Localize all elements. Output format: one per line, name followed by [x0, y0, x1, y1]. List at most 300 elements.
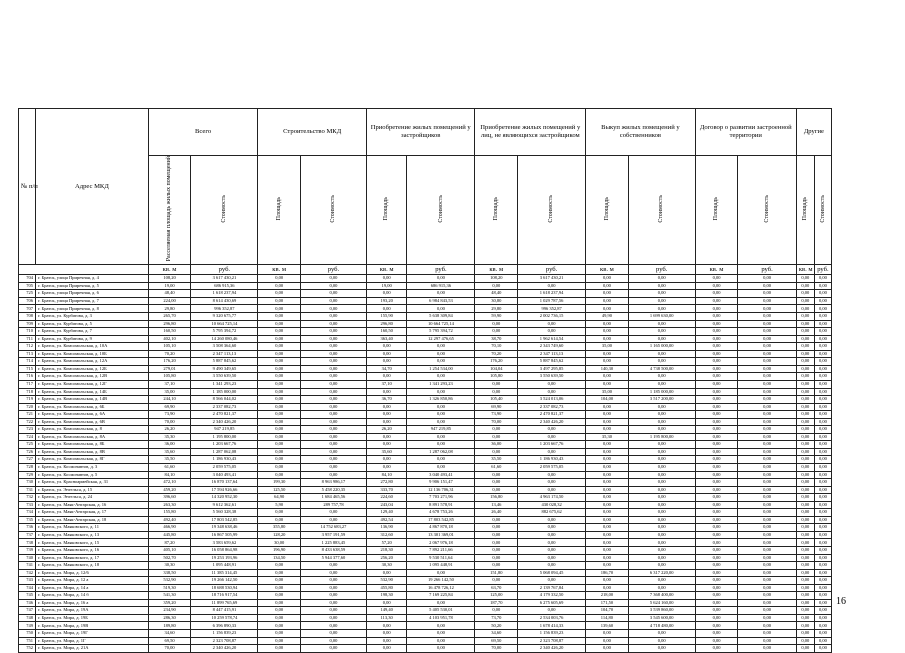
- row-value: 0,00: [814, 350, 831, 358]
- row-value: 0,00: [814, 297, 831, 305]
- row-address: г. Братск, ул. Маяковского, д. 16: [36, 546, 149, 554]
- row-value: 1 678 414,33: [518, 622, 586, 630]
- row-value: 0,00: [695, 335, 738, 343]
- row-value: 492,40: [148, 516, 191, 524]
- row-value: 686 915,36: [191, 282, 258, 290]
- row-value: 0,00: [366, 463, 406, 471]
- row-value: 0,00: [258, 448, 301, 456]
- row-address: г. Братск, ул. Курбатова, д. 5: [36, 320, 149, 328]
- row-number: 743: [19, 577, 36, 585]
- table-row: [19, 630, 832, 638]
- row-value: 2 340 426,20: [191, 418, 258, 426]
- row-value: 155,80: [148, 509, 191, 517]
- row-value: 0,00: [300, 584, 366, 592]
- row-address: г. Братск, ул. Маяковского, д. 11: [36, 524, 149, 532]
- row-value: 0,00: [407, 418, 475, 426]
- row-value: 0,00: [258, 645, 301, 653]
- row-value: 0,00: [796, 463, 814, 471]
- row-value: 2 470 821,37: [518, 411, 586, 419]
- row-value: 0,00: [738, 365, 797, 373]
- row-value: 0,00: [586, 501, 629, 509]
- row-address: г. Братск, ул. Мира, д. 19В: [36, 622, 149, 630]
- row-value: 0,00: [518, 471, 586, 479]
- row-value: 0,00: [628, 645, 695, 653]
- row-value: 0,00: [738, 335, 797, 343]
- row-value: 1 156 839,23: [518, 630, 586, 638]
- row-value: 0,00: [814, 305, 831, 313]
- row-value: 4 103 951,78: [407, 614, 475, 622]
- row-value: 0,00: [738, 350, 797, 358]
- row-value: 0,00: [695, 592, 738, 600]
- row-value: 0,00: [258, 403, 301, 411]
- row-value: 1 287 062,08: [191, 448, 258, 456]
- row-value: 333,70: [366, 486, 406, 494]
- row-address: г. Братск, ул. Курбатова, д. 7: [36, 328, 149, 336]
- row-number: 748: [19, 614, 36, 622]
- row-number: 725: [19, 290, 36, 298]
- row-value: 0,00: [300, 614, 366, 622]
- row-value: 0,00: [796, 297, 814, 305]
- row-value: 0,00: [814, 607, 831, 615]
- row-value: 0,00: [796, 592, 814, 600]
- row-value: 0,00: [586, 645, 629, 653]
- row-value: 0,00: [738, 297, 797, 305]
- row-value: 0,00: [586, 577, 629, 585]
- table-row: [19, 380, 832, 388]
- row-value: 0,00: [628, 305, 695, 313]
- row-value: 0,00: [695, 343, 738, 351]
- row-value: 1 186 930,43: [518, 456, 586, 464]
- row-value: 0,00: [586, 305, 629, 313]
- row-value: 0,00: [695, 297, 738, 305]
- unit-blank: [19, 265, 149, 275]
- row-value: 0,00: [258, 441, 301, 449]
- row-value: 35,30: [148, 433, 191, 441]
- row-value: 8 891 578,91: [407, 501, 475, 509]
- unit-label: кв. м: [586, 265, 629, 275]
- row-value: 36,70: [366, 396, 406, 404]
- row-value: 1 029 787,56: [518, 297, 586, 305]
- row-value: 0,00: [586, 282, 629, 290]
- row-value: 199,30: [258, 479, 301, 487]
- row-value: 26,40: [475, 509, 518, 517]
- table-row: [19, 584, 832, 592]
- row-value: 35,00: [586, 343, 629, 351]
- row-value: 36,00: [148, 441, 191, 449]
- unit-label: руб.: [300, 265, 366, 275]
- row-value: 0,00: [814, 335, 831, 343]
- row-value: 171,50: [586, 599, 629, 607]
- row-value: 0,00: [475, 539, 518, 547]
- row-number: 727: [19, 456, 36, 464]
- row-value: 0,00: [366, 599, 406, 607]
- row-value: 1 203 667,76: [518, 441, 586, 449]
- row-value: 0,00: [738, 471, 797, 479]
- row-value: 14 320 952,30: [191, 494, 258, 502]
- row-value: 69,90: [475, 403, 518, 411]
- row-number: 715: [19, 365, 36, 373]
- row-value: 1 618 237,94: [518, 290, 586, 298]
- unit-label: кв. м: [148, 265, 191, 275]
- row-value: 1 185 000,00: [628, 388, 695, 396]
- row-value: 69,50: [148, 637, 191, 645]
- row-value: 0,00: [628, 524, 695, 532]
- row-value: 0,00: [695, 509, 738, 517]
- row-value: 0,00: [475, 554, 518, 562]
- row-value: 0,00: [695, 373, 738, 381]
- row-value: 5 624 160,00: [628, 599, 695, 607]
- row-value: 0,00: [475, 516, 518, 524]
- row-number: 728: [19, 463, 36, 471]
- row-value: 0,00: [695, 494, 738, 502]
- row-value: 0,00: [518, 328, 586, 336]
- row-address: г. Братск, улица Приречная, д. 6: [36, 290, 149, 298]
- row-address: г. Братск, ул. Мира, д. 19Б: [36, 614, 149, 622]
- row-value: 0,00: [695, 622, 738, 630]
- row-number: 710: [19, 328, 36, 336]
- subheader-cost-3: Стоимость: [300, 156, 366, 265]
- row-value: 13,46: [475, 501, 518, 509]
- row-address: г. Братск, ул. Мира, д. 14 а: [36, 584, 149, 592]
- row-value: 0,00: [738, 494, 797, 502]
- row-value: 0,00: [796, 350, 814, 358]
- table-row: [19, 441, 832, 449]
- row-value: 0,00: [796, 524, 814, 532]
- row-value: 0,00: [628, 539, 695, 547]
- row-value: 0,00: [695, 524, 738, 532]
- row-value: 1 962 614,54: [518, 335, 586, 343]
- row-value: 0,00: [796, 546, 814, 554]
- row-address: г. Братск, улица Приречная, д. 5: [36, 282, 149, 290]
- row-value: 0,00: [695, 313, 738, 321]
- row-value: 0,00: [366, 569, 406, 577]
- row-value: 35,00: [586, 388, 629, 396]
- row-value: 0,00: [407, 358, 475, 366]
- row-value: 0,00: [518, 524, 586, 532]
- row-value: 1 341 293,23: [191, 380, 258, 388]
- row-value: 19,00: [366, 282, 406, 290]
- row-value: 296,80: [148, 320, 191, 328]
- row-value: 0,00: [407, 305, 475, 313]
- row-value: 1 186 930,43: [191, 456, 258, 464]
- row-value: 0,00: [738, 463, 797, 471]
- row-value: 541,30: [148, 592, 191, 600]
- row-number: 732: [19, 494, 36, 502]
- row-value: 0,00: [814, 313, 831, 321]
- row-address: г. Братск, ул. Комсомольская, д. 8: [36, 426, 149, 434]
- row-value: 996 352,87: [191, 305, 258, 313]
- row-value: 0,00: [796, 645, 814, 653]
- row-value: 5 638 309,84: [407, 313, 475, 321]
- row-value: 3 497 295,85: [518, 365, 586, 373]
- row-address: г. Братск, ул. Космонавтов, д. 3: [36, 463, 149, 471]
- row-value: 2 340 426,20: [518, 645, 586, 653]
- row-address: г. Братск, ул. Красноармейская, д. 31: [36, 479, 149, 487]
- row-value: 18 716 917,54: [191, 592, 258, 600]
- row-value: 14 260 080,46: [191, 335, 258, 343]
- row-value: 0,00: [796, 380, 814, 388]
- row-value: 14 752 683,27: [300, 524, 366, 532]
- row-address: г. Братск, ул. Мира, д. 19А: [36, 607, 149, 615]
- table-row: [19, 562, 832, 570]
- row-value: 0,00: [258, 456, 301, 464]
- row-value: 0,00: [738, 275, 797, 283]
- subheader-cost-11: Стоимость: [738, 156, 797, 265]
- row-value: 355,80: [258, 524, 301, 532]
- row-address: г. Братск, ул. Маяк-Ангарская, д. 17: [36, 509, 149, 517]
- row-value: 0,00: [300, 365, 366, 373]
- row-value: 19 266 142,50: [191, 577, 258, 585]
- row-value: 1 165 000,00: [628, 343, 695, 351]
- row-value: 0,00: [407, 343, 475, 351]
- row-value: 0,00: [628, 418, 695, 426]
- row-value: 0,00: [628, 479, 695, 487]
- row-value: 0,00: [738, 577, 797, 585]
- row-value: 0,00: [258, 290, 301, 298]
- unit-label: кв. м: [258, 265, 301, 275]
- row-value: 17 803 542,85: [407, 516, 475, 524]
- row-value: 0,00: [258, 343, 301, 351]
- row-value: 947 219,85: [407, 426, 475, 434]
- header-purchase-developers: Приобретение жилых помещений у застройщиков: [366, 109, 475, 156]
- row-value: 0,00: [258, 282, 301, 290]
- row-value: 2 347 113,13: [191, 350, 258, 358]
- row-value: 0,00: [475, 607, 518, 615]
- table-row: [19, 282, 832, 290]
- row-value: 472,10: [148, 479, 191, 487]
- row-value: 3 517 200,00: [628, 396, 695, 404]
- row-value: 0,00: [300, 569, 366, 577]
- table-row: [19, 637, 832, 645]
- row-value: 0,00: [628, 471, 695, 479]
- row-value: 0,00: [586, 486, 629, 494]
- row-value: 0,00: [518, 486, 586, 494]
- row-value: 0,00: [518, 433, 586, 441]
- row-value: 0,00: [586, 297, 629, 305]
- row-value: 113,30: [366, 614, 406, 622]
- row-address: г. Братск, ул. Мира, д. 12 а: [36, 577, 149, 585]
- row-value: 6 396 890,33: [191, 622, 258, 630]
- row-value: 0,00: [695, 539, 738, 547]
- row-number: 742: [19, 569, 36, 577]
- row-value: 0,00: [814, 531, 831, 539]
- table-row: [19, 456, 832, 464]
- row-value: 2 343 749,60: [518, 343, 586, 351]
- row-value: 6 275 605,69: [518, 599, 586, 607]
- row-value: 0,00: [475, 531, 518, 539]
- row-value: 0,00: [258, 516, 301, 524]
- row-number: 741: [19, 562, 36, 570]
- row-value: 5,90: [258, 501, 301, 509]
- row-address: г. Братск, ул. Маяк-Ангарская, д. 16: [36, 501, 149, 509]
- row-value: 0,00: [695, 396, 738, 404]
- row-value: 0,00: [518, 539, 586, 547]
- row-value: 0,00: [475, 471, 518, 479]
- row-value: 218,00: [586, 592, 629, 600]
- row-value: 186,70: [586, 569, 629, 577]
- row-value: 0,00: [814, 343, 831, 351]
- row-value: 0,00: [518, 546, 586, 554]
- row-value: 0,00: [258, 350, 301, 358]
- row-value: 0,00: [695, 305, 738, 313]
- row-number: 749: [19, 622, 36, 630]
- row-value: 0,00: [258, 463, 301, 471]
- row-value: 0,00: [475, 433, 518, 441]
- row-address: г. Братск, ул. Комсомольская, д. 14В: [36, 396, 149, 404]
- row-value: 0,00: [586, 539, 629, 547]
- row-value: 16 867 505,99: [191, 531, 258, 539]
- row-value: 26,20: [366, 426, 406, 434]
- row-value: 104,04: [475, 365, 518, 373]
- row-value: 0,00: [366, 373, 406, 381]
- row-value: 1 095 448,91: [407, 562, 475, 570]
- row-value: 34,60: [148, 630, 191, 638]
- row-value: 70,20: [148, 350, 191, 358]
- table-row: [19, 494, 832, 502]
- row-value: 87,20: [148, 539, 191, 547]
- row-value: 296,80: [366, 320, 406, 328]
- row-value: 0,00: [518, 380, 586, 388]
- header-buyout: Выкуп жилых помещений у собственников: [586, 109, 696, 156]
- row-value: 3 524 013,06: [518, 396, 586, 404]
- row-address: г. Братск, ул. Курбатова, д. 9: [36, 335, 149, 343]
- row-value: 0,00: [796, 373, 814, 381]
- row-value: 1 156 839,23: [191, 630, 258, 638]
- row-address: г. Братск, ул. Комсомольская, д. 6Б: [36, 403, 149, 411]
- row-value: 0,00: [300, 396, 366, 404]
- row-number: 713: [19, 350, 36, 358]
- row-value: 455,80: [366, 584, 406, 592]
- row-value: 0,00: [586, 358, 629, 366]
- row-value: 0,00: [300, 290, 366, 298]
- row-value: 0,00: [300, 373, 366, 381]
- row-address: г. Братск, ул. Комсомольская, д. 12В: [36, 373, 149, 381]
- row-value: 1 195 800,00: [191, 433, 258, 441]
- row-value: 1 684 465,56: [300, 494, 366, 502]
- row-value: 0,00: [258, 365, 301, 373]
- row-value: 0,00: [814, 599, 831, 607]
- row-value: 3 617 430,21: [191, 275, 258, 283]
- row-value: 0,00: [586, 584, 629, 592]
- row-value: 0,00: [738, 328, 797, 336]
- row-value: 0,00: [796, 614, 814, 622]
- row-value: 0,00: [796, 637, 814, 645]
- row-value: 64,90: [258, 494, 301, 502]
- row-value: 0,00: [628, 297, 695, 305]
- row-value: 0,00: [300, 313, 366, 321]
- row-value: 0,00: [518, 320, 586, 328]
- row-value: 2 470 821,37: [191, 411, 258, 419]
- row-number: 745: [19, 592, 36, 600]
- row-value: 532,90: [148, 577, 191, 585]
- table-row: [19, 335, 832, 343]
- row-value: 0,00: [586, 509, 629, 517]
- row-value: 0,00: [738, 486, 797, 494]
- table-row: [19, 599, 832, 607]
- row-value: 34,60: [475, 630, 518, 638]
- table-row: [19, 275, 832, 283]
- unit-label: кв. м: [475, 265, 518, 275]
- row-value: 12 297 476,65: [407, 335, 475, 343]
- row-value: 519,30: [148, 584, 191, 592]
- row-value: 0,00: [628, 441, 695, 449]
- row-value: 7 892 211,66: [407, 546, 475, 554]
- row-value: 0,00: [258, 630, 301, 638]
- row-value: 0,00: [796, 313, 814, 321]
- row-value: 5 795 394,72: [407, 328, 475, 336]
- table-row: [19, 320, 832, 328]
- row-number: 752: [19, 645, 36, 653]
- table-row: [19, 290, 832, 298]
- row-value: 0,00: [407, 463, 475, 471]
- row-value: 0,00: [628, 358, 695, 366]
- row-value: 0,00: [518, 516, 586, 524]
- row-value: 0,00: [628, 456, 695, 464]
- table-row: [19, 396, 832, 404]
- table-row: [19, 426, 832, 434]
- row-value: 125,50: [258, 486, 301, 494]
- unit-label: руб.: [738, 265, 797, 275]
- row-value: 0,00: [695, 426, 738, 434]
- row-value: 882 675,62: [518, 509, 586, 517]
- table-row: [19, 463, 832, 471]
- row-value: 13 301 369,01: [407, 531, 475, 539]
- row-number: 736: [19, 524, 36, 532]
- row-value: 0,00: [814, 328, 831, 336]
- table-row: [19, 569, 832, 577]
- row-value: 5 795 394,72: [191, 328, 258, 336]
- row-value: 0,00: [475, 320, 518, 328]
- table-row: [19, 614, 832, 622]
- row-value: 0,00: [407, 622, 475, 630]
- row-value: 0,00: [300, 441, 366, 449]
- row-value: 16 870 137,64: [191, 479, 258, 487]
- row-value: 0,00: [814, 380, 831, 388]
- row-value: 0,00: [738, 501, 797, 509]
- row-value: 19,00: [148, 282, 191, 290]
- row-value: 61,60: [148, 463, 191, 471]
- row-value: 0,00: [796, 471, 814, 479]
- row-value: 36,00: [475, 441, 518, 449]
- row-value: 0,00: [814, 539, 831, 547]
- row-value: 0,00: [258, 380, 301, 388]
- row-value: 0,00: [366, 343, 406, 351]
- row-value: 0,00: [796, 562, 814, 570]
- row-value: 0,00: [475, 479, 518, 487]
- row-value: 0,00: [258, 275, 301, 283]
- row-value: 70,00: [148, 418, 191, 426]
- row-value: 0,00: [796, 630, 814, 638]
- row-value: 35,60: [148, 448, 191, 456]
- row-address: г. Братск, ул. Энгельса, д. 24: [36, 494, 149, 502]
- table-row: [19, 645, 832, 653]
- row-value: 29,80: [475, 305, 518, 313]
- row-value: 0,00: [695, 562, 738, 570]
- row-value: 2 002 736,15: [518, 313, 586, 321]
- row-number: 750: [19, 630, 36, 638]
- row-value: 0,00: [796, 516, 814, 524]
- row-value: 10 259 578,74: [191, 614, 258, 622]
- row-number: 733: [19, 501, 36, 509]
- row-number: 740: [19, 554, 36, 562]
- row-value: 0,00: [300, 358, 366, 366]
- row-value: 0,00: [695, 365, 738, 373]
- row-value: 0,00: [258, 358, 301, 366]
- table-row: [19, 546, 832, 554]
- row-address: г. Братск, ул. Маяковского, д. 13: [36, 531, 149, 539]
- row-value: 0,00: [738, 396, 797, 404]
- unit-label: кв. м: [366, 265, 406, 275]
